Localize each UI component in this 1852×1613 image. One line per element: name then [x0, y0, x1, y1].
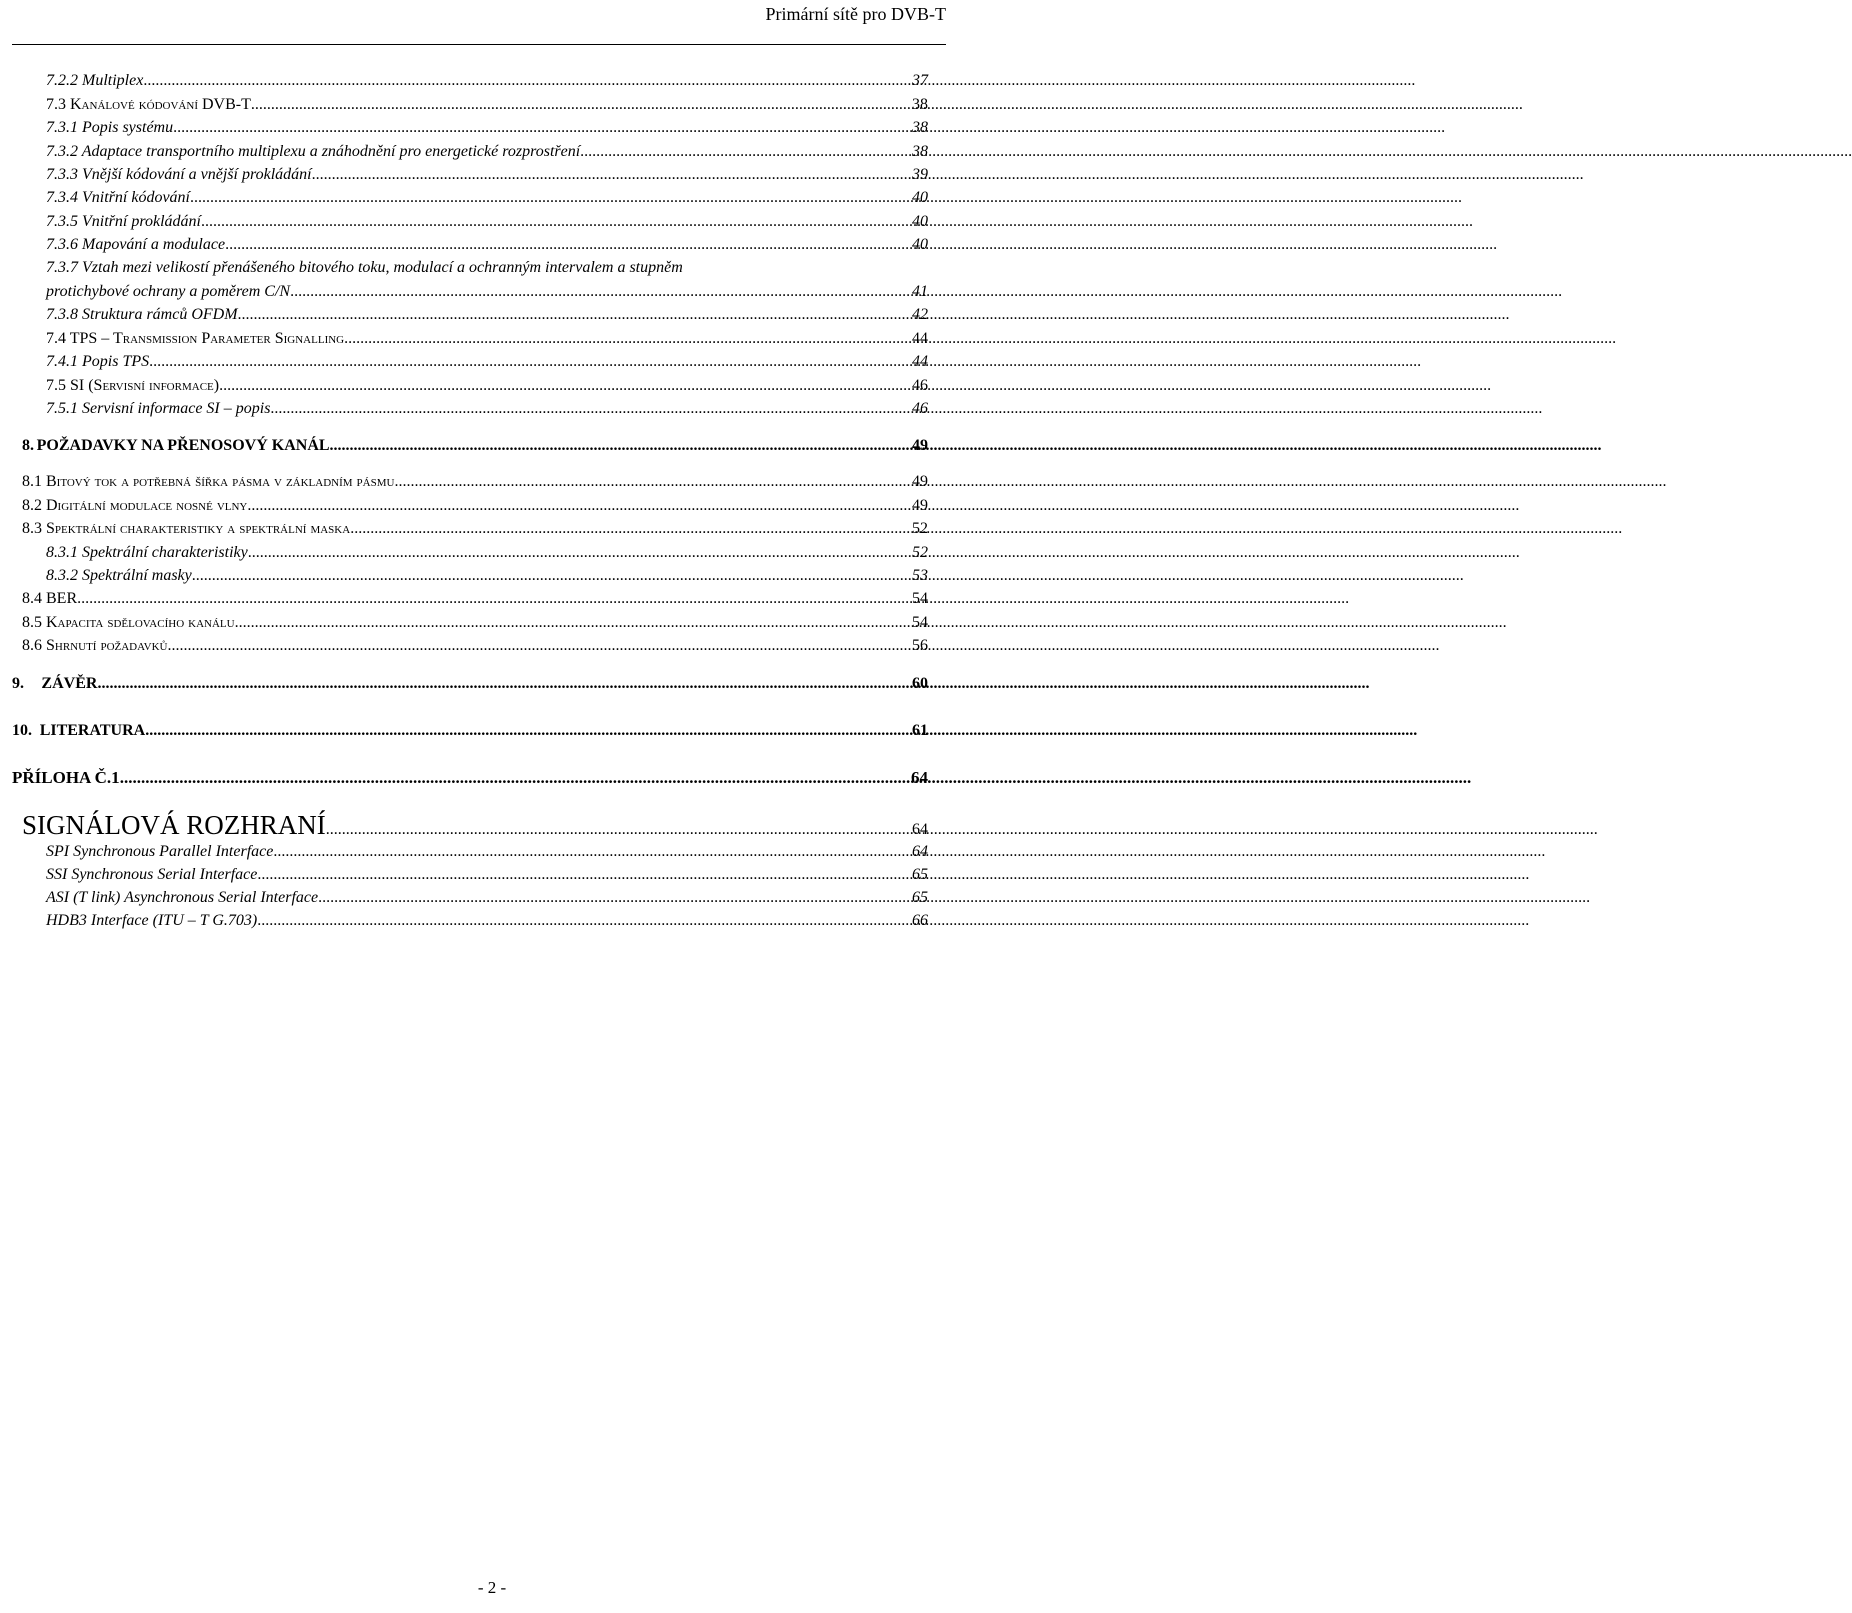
toc-chapter-entry[interactable] [12, 767, 928, 789]
toc-page: 53 [912, 567, 928, 584]
toc-leader [394, 471, 911, 493]
toc-title: 7.3.3 Vnější kódování a vnější prokládání [46, 166, 312, 183]
toc-leader [149, 351, 911, 373]
page-number: - 2 - [477, 1578, 507, 1597]
toc-title: POŽADAVKY NA PŘENOSOVÝ KANÁL [36, 437, 330, 454]
toc-page: 37 [912, 72, 928, 89]
toc-leader [145, 720, 911, 742]
toc-chapter-number: 9. [12, 675, 24, 692]
toc-chapter-entry[interactable] [12, 673, 928, 695]
toc-entry[interactable] [46, 375, 928, 397]
toc-leader [318, 887, 911, 909]
toc-entry[interactable] [46, 864, 928, 886]
toc-leader [238, 304, 911, 326]
toc-chapter-entry[interactable] [22, 435, 928, 457]
toc-title: 8.3.2 Spektrální masky [46, 567, 192, 584]
toc-page: 60 [912, 675, 928, 692]
toc-title: SPI Synchronous Parallel Interface [46, 843, 274, 860]
toc-page: 38 [912, 143, 928, 160]
toc-title: 7.3.5 Vnitřní prokládání [46, 213, 201, 230]
toc-title: ZÁVĚR [41, 675, 98, 692]
toc-title: 7.3.6 Mapování a modulace [46, 236, 226, 253]
toc-leader [143, 70, 911, 92]
toc-title: 7.3 Kanálové kódování DVB-T [46, 96, 251, 113]
toc-leader [219, 375, 911, 397]
toc-entry[interactable] [46, 117, 928, 139]
toc-entry[interactable] [46, 94, 928, 116]
toc-page: 66 [912, 912, 928, 929]
toc-page: 38 [912, 96, 928, 113]
toc-page: 42 [912, 306, 928, 323]
toc-title: LITERATURA [39, 722, 146, 739]
toc-page: 49 [912, 473, 928, 490]
toc-title: SSI Synchronous Serial Interface [46, 866, 258, 883]
toc-leader [97, 673, 911, 695]
toc-page: 40 [912, 236, 928, 253]
toc-page: 64 [912, 843, 928, 860]
toc-leader [192, 565, 911, 587]
toc-page: 49 [912, 437, 928, 454]
toc-leader [257, 864, 911, 886]
toc-page: 40 [912, 189, 928, 206]
toc-page: 52 [912, 520, 928, 537]
running-head: Primární sítě pro DVB-T [765, 4, 946, 24]
toc-chapter-number: 8. [22, 437, 34, 454]
toc-entry[interactable] [22, 588, 928, 610]
toc-chapter-number: 10. [12, 722, 32, 739]
toc-entry[interactable] [46, 398, 928, 420]
toc-entry[interactable] [46, 841, 928, 863]
toc-title: 7.5 SI (Servisní informace) [46, 377, 220, 394]
toc-leader [235, 612, 911, 634]
toc-page: 61 [912, 722, 928, 739]
toc-entry[interactable] [46, 70, 928, 92]
toc-page: 54 [912, 614, 928, 631]
toc-leader [77, 588, 911, 610]
toc-title: 8.2 Digitální modulace nosné vlny [22, 497, 248, 514]
toc-leader [251, 94, 911, 116]
toc-leader [248, 542, 911, 564]
toc-title: 7.3.8 Struktura rámců OFDM [46, 306, 238, 323]
toc-title: 8.5 Kapacita sdělovacího kanálu [22, 614, 235, 631]
toc-title: 8.3.1 Spektrální charakteristiky [46, 544, 248, 561]
toc-entry[interactable] [46, 281, 928, 303]
toc-title: 7.2.2 Multiplex [46, 72, 144, 89]
toc-page: 64 [912, 821, 928, 838]
toc-page: 65 [912, 889, 928, 906]
toc-leader [580, 141, 911, 163]
toc-title: 7.5.1 Servisní informace SI – popis [46, 400, 271, 417]
toc-leader [312, 164, 911, 186]
toc-entry[interactable] [46, 887, 928, 909]
toc-entry[interactable] [46, 328, 928, 350]
toc-entry[interactable] [22, 495, 928, 517]
toc-page: 52 [912, 544, 928, 561]
toc-chapter-entry[interactable] [12, 720, 928, 742]
toc-leader [330, 435, 911, 457]
toc-leader [290, 281, 911, 303]
toc-leader [273, 841, 911, 863]
toc-page: 38 [912, 119, 928, 136]
toc-entry[interactable] [46, 141, 928, 163]
toc-title: 7.3.1 Popis systému [46, 119, 174, 136]
toc-leader [344, 328, 911, 350]
toc-leader [201, 211, 911, 233]
toc-leader [173, 117, 911, 139]
toc-title: PŘÍLOHA Č.1 [12, 768, 120, 787]
toc-title: 8.4 BER [22, 590, 78, 607]
toc-page: 46 [912, 377, 928, 394]
toc-entry[interactable] [46, 164, 928, 186]
toc-entry[interactable] [46, 565, 928, 587]
toc-title: 8.1 Bitový tok a potřebná šířka pásma v základním pásmu [22, 473, 395, 490]
toc-leader [350, 518, 911, 540]
toc-title: 7.4 TPS – Transmission Parameter Signalling [46, 330, 345, 347]
toc-entry[interactable] [46, 351, 928, 373]
toc-leader [225, 234, 911, 256]
toc-page: 44 [912, 330, 928, 347]
toc-title: ASI (T link) Asynchronous Serial Interface [46, 889, 319, 906]
toc-leader [257, 910, 911, 932]
toc-leader [167, 635, 911, 657]
toc-page: 41 [912, 283, 928, 300]
toc-leader [270, 398, 911, 420]
header-rule [12, 44, 946, 45]
toc-leader [247, 495, 911, 517]
toc-title: HDB3 Interface (ITU – T G.703) [46, 912, 258, 929]
toc-title: SIGNÁLOVÁ ROZHRANÍ [22, 810, 326, 840]
toc-entry[interactable] [46, 304, 928, 326]
toc-entry-wrapped-line[interactable]: 7.3.7 Vztah mezi velikostí přenášeného bitového toku, modulací a ochranným intervalem a stupněm [46, 259, 683, 276]
toc-page: 65 [912, 866, 928, 883]
toc-page: 49 [912, 497, 928, 514]
toc-page: 46 [912, 400, 928, 417]
toc-entry[interactable] [46, 542, 928, 564]
toc-entry[interactable] [46, 211, 928, 233]
toc-title: protichybové ochrany a poměrem C/N [46, 283, 291, 300]
toc-page: 64 [911, 768, 928, 787]
toc-entry[interactable] [22, 635, 928, 657]
toc-entry[interactable] [22, 810, 928, 845]
toc-title: 7.4.1 Popis TPS [46, 353, 150, 370]
toc-title: 8.6 Shrnutí požadavků [22, 637, 168, 654]
toc-page: 39 [912, 166, 928, 183]
toc-title: 7.3.2 Adaptace transportního multiplexu a znáhodnění pro energetické rozprostření [46, 143, 581, 160]
toc-entry[interactable] [22, 518, 928, 540]
toc-page: 44 [912, 353, 928, 370]
toc-entry[interactable] [46, 234, 928, 256]
toc-leader [120, 767, 910, 789]
toc-entry[interactable] [22, 471, 928, 493]
toc-entry[interactable] [22, 612, 928, 634]
toc-title: 8.3 Spektrální charakteristiky a spektrální maska [22, 520, 351, 537]
toc-leader [190, 187, 911, 209]
toc-entry[interactable] [46, 187, 928, 209]
toc-entry[interactable] [46, 910, 928, 932]
toc-page: 40 [912, 213, 928, 230]
toc-page: 54 [912, 590, 928, 607]
toc-page: 56 [912, 637, 928, 654]
toc-title: 7.3.4 Vnitřní kódování [46, 189, 190, 206]
